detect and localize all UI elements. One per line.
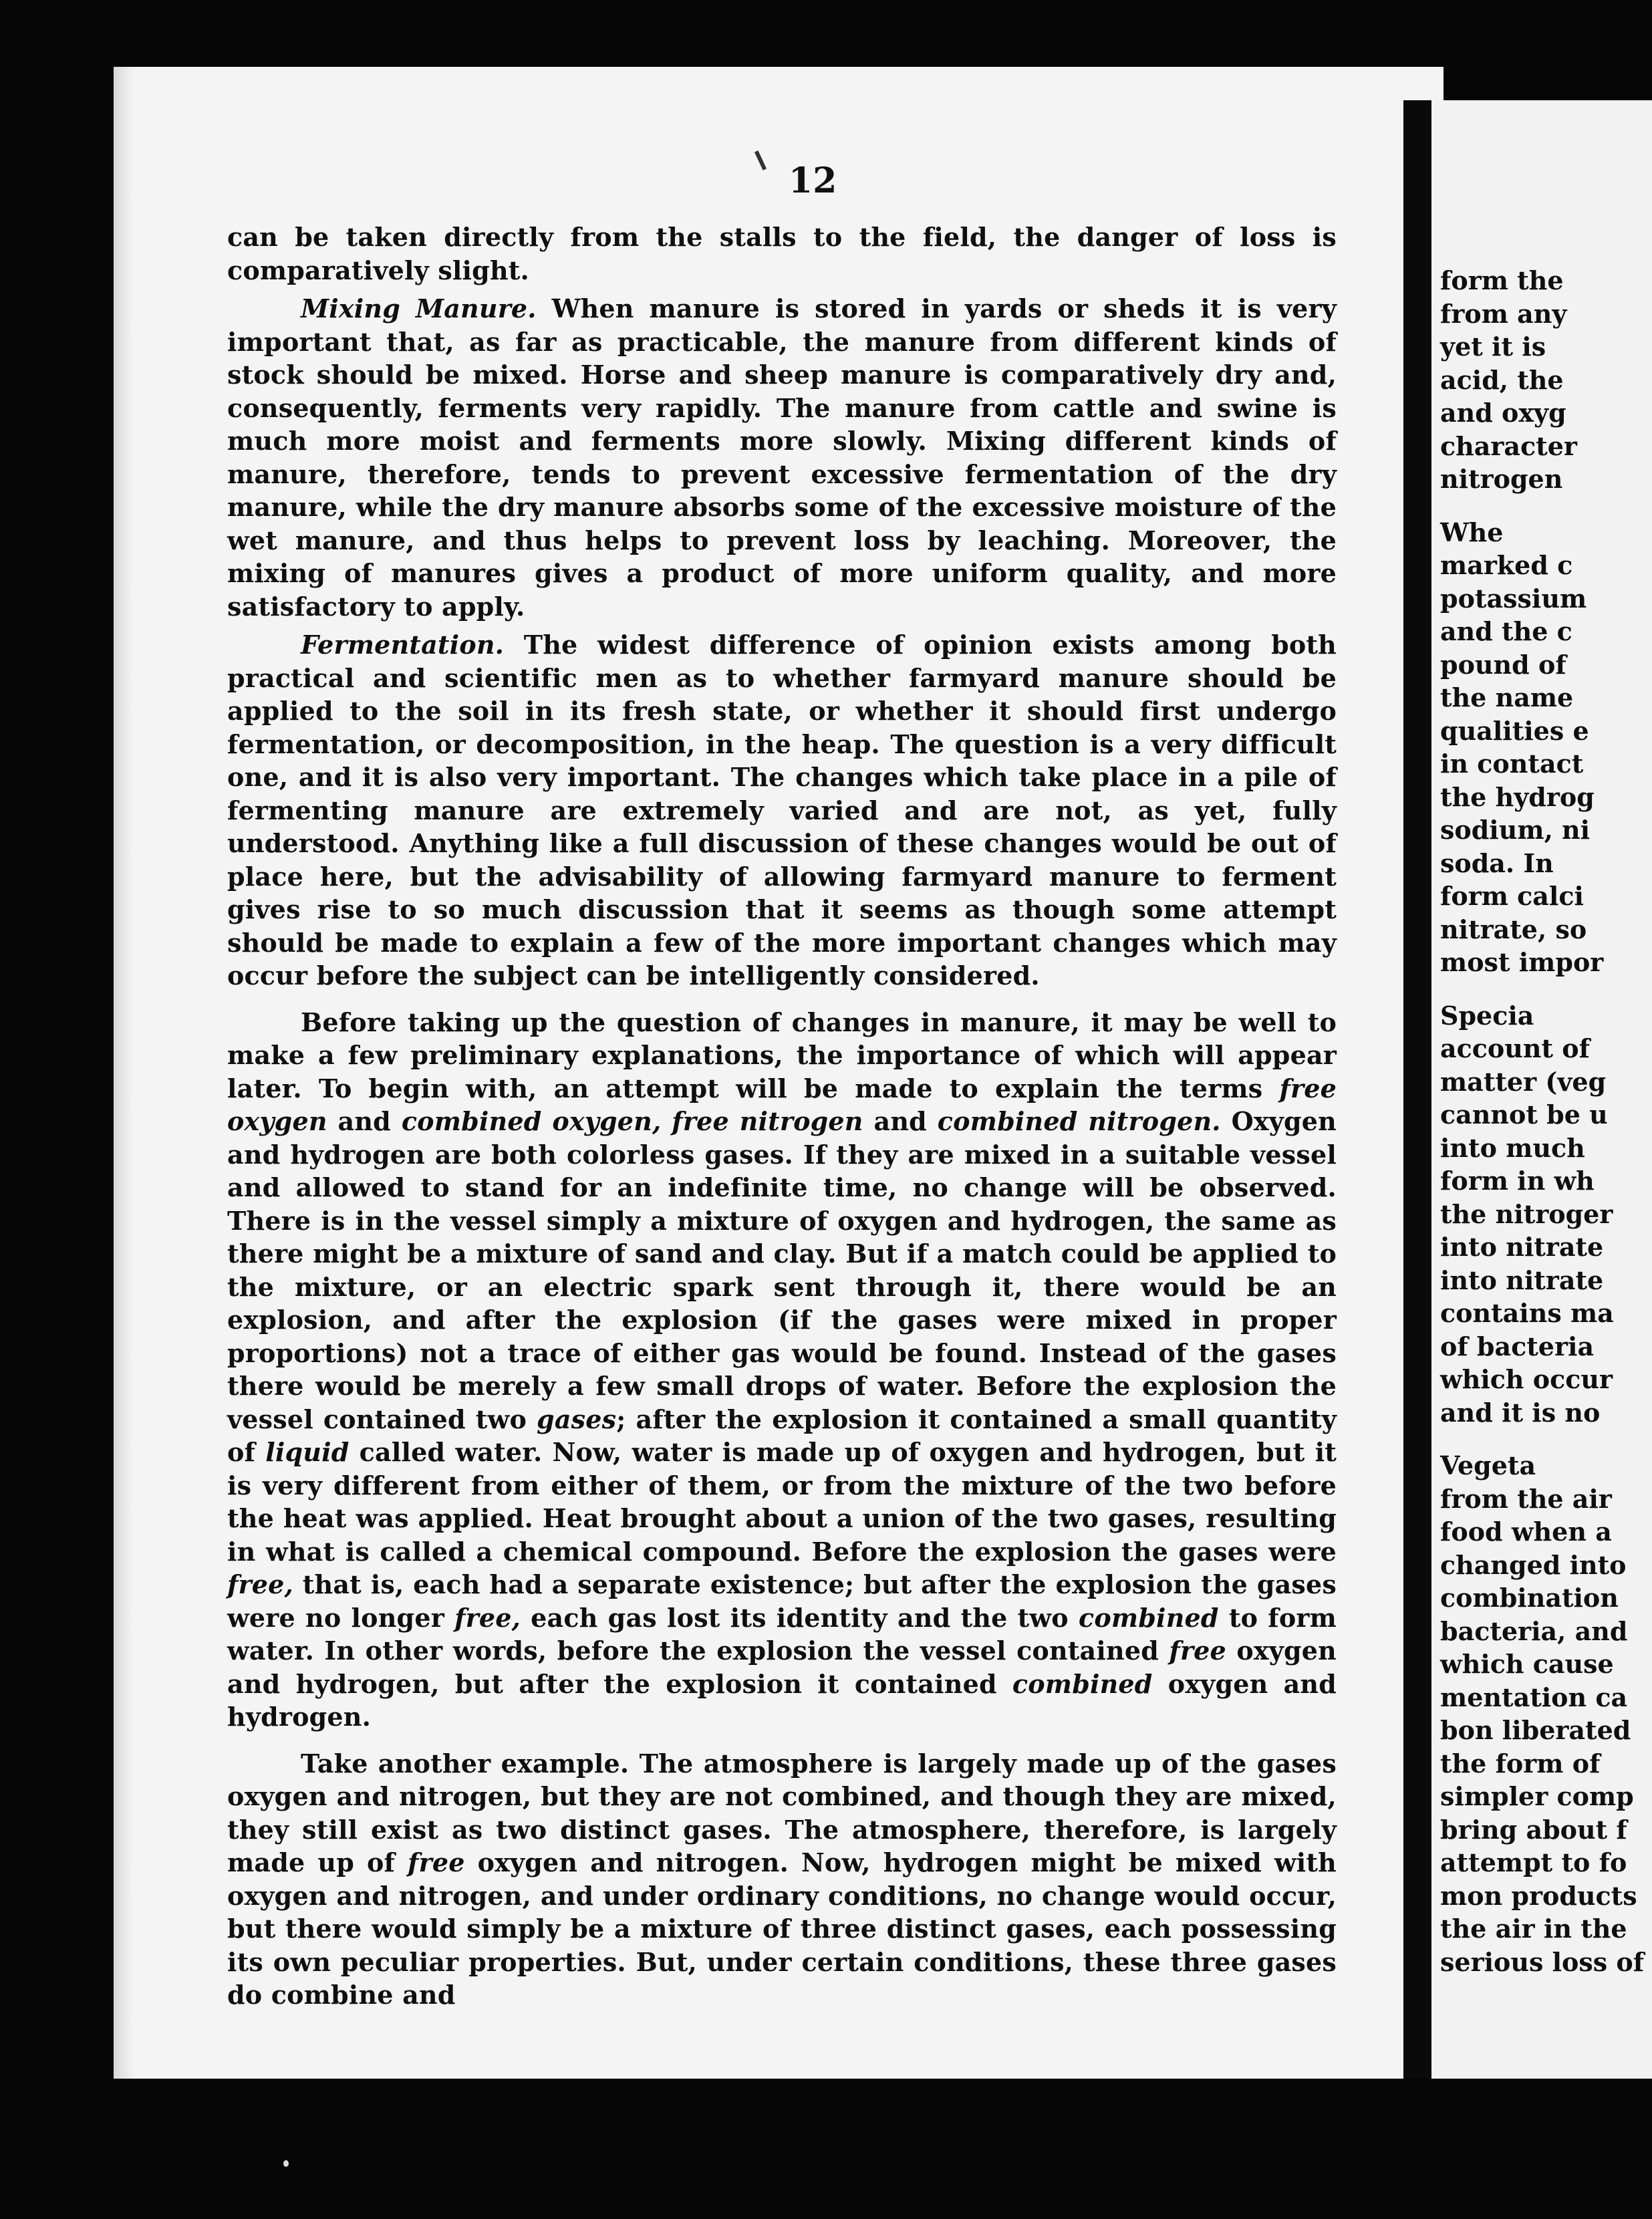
facing-page-line: the nitroger [1440,1198,1613,1229]
book-gutter [1403,100,1431,2079]
body-text [227,221,1337,2017]
facing-page-line: form the [1440,265,1564,295]
facing-page-line: pound of [1440,649,1566,680]
facing-page-line: the name [1440,682,1574,712]
text-run: and [863,1106,938,1136]
facing-page-line: potassium [1440,583,1587,614]
paragraph-mixing-manure [227,292,1337,623]
facing-page-line: nitrogen [1440,464,1563,494]
text-run: Before taking up the question of changes in manure, it may be well to make a few preliminary explanations, the importance of which will appear later. To begin with, an attempt will be made to explain the terms [227,1007,1337,1103]
facing-page-line: which cause [1440,1649,1614,1679]
italic-term: combined oxygen, free nitrogen [401,1106,863,1136]
facing-page-line: combination [1440,1583,1619,1613]
italic-term: liquid [265,1437,350,1467]
facing-page-line: into much [1440,1132,1585,1163]
facing-page-line: soda. In [1440,847,1554,878]
page-number: 12 [789,160,837,201]
facing-page-line: form calci [1440,881,1584,911]
paragraph-text: can be taken directly from the stalls to the field, the danger of loss is comparatively slight. [227,222,1337,285]
italic-term: free, [454,1602,521,1633]
facing-page-line: Vegeta [1440,1450,1536,1480]
facing-page-line: food when a [1440,1517,1612,1547]
text-run: ; after the explosion it contained a small quantity of [227,1404,1337,1467]
italic-term: combined [1079,1602,1219,1633]
section-heading-mixing-manure: Mixing Manure. [301,293,537,323]
italic-term: free, [227,1569,293,1599]
paragraph-free-combined [227,1006,1337,1734]
facing-page-text [1440,264,1652,1978]
italic-term: free [1169,1636,1226,1666]
left-page-edge [114,67,134,2079]
facing-page-line: character [1440,430,1577,461]
facing-page-line: the form of [1440,1748,1601,1779]
text-run: and [327,1106,402,1136]
facing-page-line: the hydrog [1440,781,1595,812]
facing-page-line: and oxyg [1440,398,1566,428]
paragraph-0 [227,221,1337,287]
facing-page-line: from the air [1440,1483,1612,1514]
text-run: Oxygen and hydrogen are both colorless gases. If they are mixed in a suitable vessel and allowed to stand for an indefinite time, no change will be observed. There is in the vessel simply a mixture of oxygen and hydrogen, the same as there might be a mixture of sand and clay. But if a match could be applied to the mixture, or an electric spark sent through it, there would be an explosion, and after the explosion (if the gases were mixed in proper proportions) not a trace of either gas would be found. Instead of the gases there would be merely a few small drops of water. Before the explosion the vessel contained two [227,1106,1337,1434]
text-run: oxygen and hydrogen, but after the explosion it contained [227,1636,1337,1699]
facing-page-line: and it is no [1440,1397,1601,1428]
text-run: to form water. In other words, before the explosion the vessel contained [227,1602,1337,1666]
facing-page-line: into nitrate [1440,1232,1604,1262]
speck [283,2160,289,2167]
facing-page-line: most impor [1440,947,1604,977]
facing-page-line: marked c [1440,550,1573,580]
facing-page-line: sodium, ni [1440,815,1591,845]
italic-term: combined nitrogen. [937,1106,1221,1136]
facing-page-line: bon liberated [1440,1715,1631,1745]
facing-page-line: of bacteria [1440,1331,1595,1361]
facing-page-line: the air in the [1440,1914,1627,1944]
italic-term: free [408,1847,465,1877]
facing-page-line: nitrate, so [1440,914,1587,944]
text-run: called water. Now, water is made up of oxygen and hydrogen, but it is very different from either of them, or from the mixture of the two before the heat was applied. Heat brought about a union of the two gases, resulting in what is called a chemical compound. Before the explosion the gases were [227,1437,1337,1567]
facing-page-line: matter (veg [1440,1066,1607,1097]
italic-term: free oxygen [227,1073,1337,1136]
italic-term: gases [537,1404,617,1434]
facing-page-line: and the c [1440,616,1572,646]
italic-term: combined [1012,1668,1153,1699]
facing-page-line: in contact [1440,749,1584,779]
facing-page-line: account of [1440,1033,1590,1063]
facing-page-line: mentation ca [1440,1682,1628,1712]
text-run: oxygen and hydrogen. [227,1668,1337,1732]
facing-page-line: from any [1440,298,1567,329]
facing-page-line: acid, the [1440,364,1564,395]
facing-page-line: mon products [1440,1880,1637,1911]
facing-page-line: into nitrate [1440,1265,1604,1295]
facing-page-line: attempt to fo [1440,1847,1627,1877]
facing-page-line: changed into [1440,1549,1627,1580]
facing-page-line: bacteria, and [1440,1615,1628,1646]
text-run: Take another example. The atmosphere is largely made up of the gases oxygen and nitrogen, but they are not combined, and though they are mixed, they still exist as two distinct gases. The atmosphere, therefore, is largely made up of [227,1748,1337,1877]
facing-page-line: form in wh [1440,1166,1595,1196]
text-run: that is, each had a separate existence; but after the explosion the gases were no longer [227,1569,1337,1633]
facing-page-line: which occur [1440,1364,1613,1394]
paragraph-another-example [227,1747,1337,2012]
facing-page-line: Specia [1440,1000,1534,1031]
paragraph-text: When manure is stored in yards or sheds it is very important that, as far as practicable, the manure from different kinds of stock should be mixed. Horse and sheep manure is comparatively dry and, consequently, ferments very rapidly. The manure from cattle and swine is much more moist and ferments more slowly. Mixing different kinds of manure, therefore, tends to prevent excessive fermentation of the dry manure, while the dry manure absorbs some of the excessive moisture of the wet manure, and thus helps to prevent loss by leaching. Moreover, the mixing of manures gives a product of more uniform quality, and more satisfactory to apply. [227,293,1337,622]
facing-page-line: yet it is [1440,332,1546,362]
facing-page-line: serious loss of [1440,1946,1645,1977]
text-run: oxygen and nitrogen. Now, hydrogen might be mixed with oxygen and nitrogen, and under ordinary conditions, no change would occur, but there would simply be a mixture of three distinct gases, each possessing its own peculiar properties. But, under certain conditions, these three gases do combine and [227,1847,1337,2010]
facing-page-line [1440,1429,1652,1449]
facing-page-line: Whe [1440,517,1504,547]
text-run: each gas lost its identity and the two [521,1602,1079,1633]
facing-page-line: simpler comp [1440,1781,1634,1811]
facing-page-line: cannot be u [1440,1099,1608,1130]
facing-page-line: contains ma [1440,1298,1614,1328]
section-heading-fermentation: Fermentation. [301,630,505,660]
paragraph-fermentation [227,628,1337,993]
facing-page-line: qualities e [1440,715,1589,746]
paragraph-text: The widest difference of opinion exists among both practical and scientific men as to whether farmyard manure should be applied to the soil in its fresh state, or whether it should first undergo fermentation, or decomposition, in the heap. The question is a very difficult one, and it is also very important. The changes which take place in a pile of fermenting manure are extremely varied and are not, as yet, fully understood. Anything like a full discussion of these changes would be out of place here, but the advisability of allowing farmyard manure to ferment gives rise to so much discussion that it seems as though some attempt should be made to explain a few of the more important changes which may occur before the subject can be intelligently considered. [227,630,1337,991]
facing-page-line: bring about f [1440,1814,1627,1845]
facing-page-line [1440,979,1652,999]
facing-page-line [1440,496,1652,516]
